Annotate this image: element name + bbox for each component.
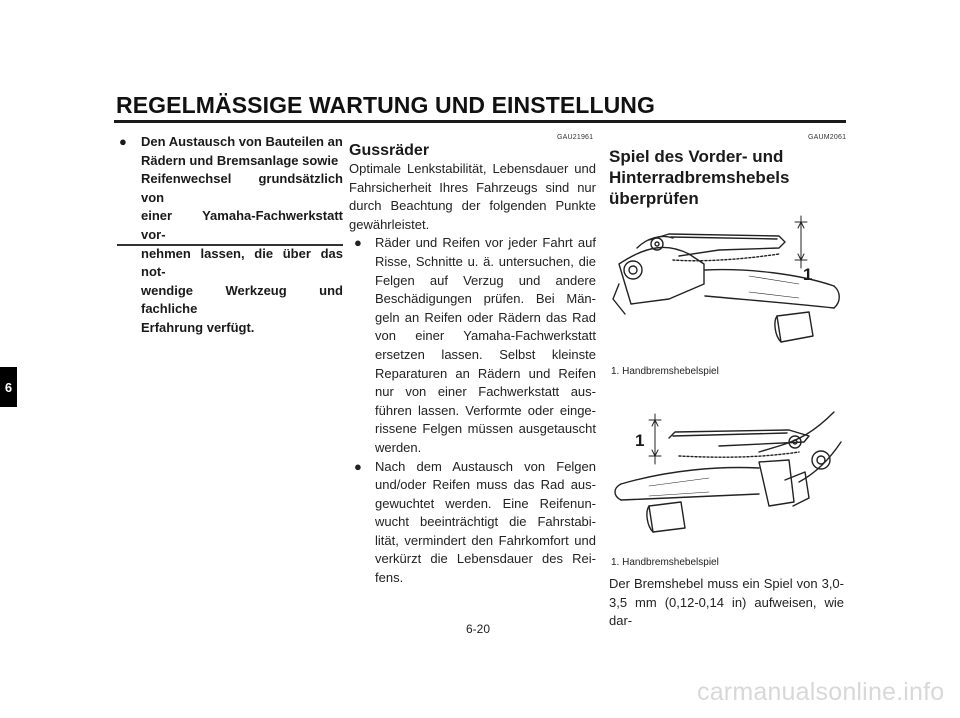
title-line: Hinterradbremshebels (609, 168, 790, 187)
watermark: carmanualsonline.info (697, 678, 945, 706)
warning-line: Erfahrung verfügt. (141, 319, 255, 335)
brake-lever-illustration-1 (609, 204, 844, 354)
title-line: überprüfen (609, 189, 699, 208)
brake-lever-illustration-2 (609, 402, 844, 552)
section-code-brake: GAUM2061 (808, 134, 847, 141)
warning-box (117, 133, 343, 338)
section-title-brake (609, 146, 789, 209)
bullet-icon: ● (354, 235, 362, 251)
warning-item (117, 133, 343, 338)
warning-line: nehmen lassen, die über das not- (141, 245, 343, 280)
figure-callout-label: 1 (635, 431, 645, 450)
warning-line: Den Austausch von Bauteilen an (141, 134, 343, 149)
warning-line: wendige Werkzeug und fachliche (141, 282, 343, 317)
bullet-icon: ● (354, 458, 362, 474)
chapter-tab: 6 (0, 367, 17, 407)
brake-body-text: Der Bremshebel muss ein Spiel von 3,0-3,5 mm (0,12-0,14 in) aufweisen, wie dar- (609, 576, 844, 629)
title-line: Spiel des Vorder- und (609, 147, 784, 166)
page-number: 6-20 (466, 622, 491, 636)
warning-line: Rädern und Bremsanlage sowie (141, 152, 339, 168)
figure-callout-label: 1 (803, 265, 813, 284)
section-title-wheels: Gussräder (349, 142, 430, 159)
list-item (354, 458, 596, 588)
bullet-icon: ● (119, 134, 127, 149)
figure-caption-2: 1. Handbremshebelspiel (611, 557, 719, 568)
brake-lever-figure-1 (609, 204, 844, 354)
warning-line: einer Yamaha-Fachwerkstatt vor- (141, 208, 343, 242)
warning-bottom-rule (117, 244, 343, 246)
wheels-section (349, 160, 596, 588)
section-code-wheels: GAU21961 (557, 134, 594, 141)
brake-lever-figure-2 (609, 402, 844, 552)
list-item-text: Räder und Reifen vor jeder Fahrt auf Risse, Schnitte u. ä. untersuchen, die Felgen auf Verzug und andere Beschädigungen prüfen. Bei Män-geln an Reifen oder Rädern das Rad von einer Yamaha-Fachwerkstatt ersetzen lassen. Selbst kleinste Reparaturen an Rädern und Reifen nur von einer Fachwerkstatt aus-führen lassen. Verformte oder einge-rissene Felgen müssen ausgetauscht werden. (375, 235, 596, 455)
figure-caption-1: 1. Handbremshebelspiel (611, 366, 719, 377)
warning-line: Reifenwechsel grundsätzlich von (141, 171, 343, 205)
header-rule (114, 120, 846, 123)
page-header-title: REGELMÄSSIGE WARTUNG UND EINSTELLUNG (116, 92, 656, 118)
list-item-text: Nach dem Austausch von Felgen und/oder Reifen muss das Rad aus-gewuchtet werden. Eine Reifenun-wucht beeinträchtigt die Fahrstabi-lität, vermindert den Fahrkomfort und verkürzt die Lebensdauer des Rei-fens. (375, 458, 596, 586)
wheels-intro: Optimale Lenkstabilität, Lebensdauer und Fahrsicherheit Ihres Fahrzeugs sind nur durch Beachtung der folgenden Punkte gewährleistet. (349, 161, 596, 232)
list-item (354, 234, 596, 457)
